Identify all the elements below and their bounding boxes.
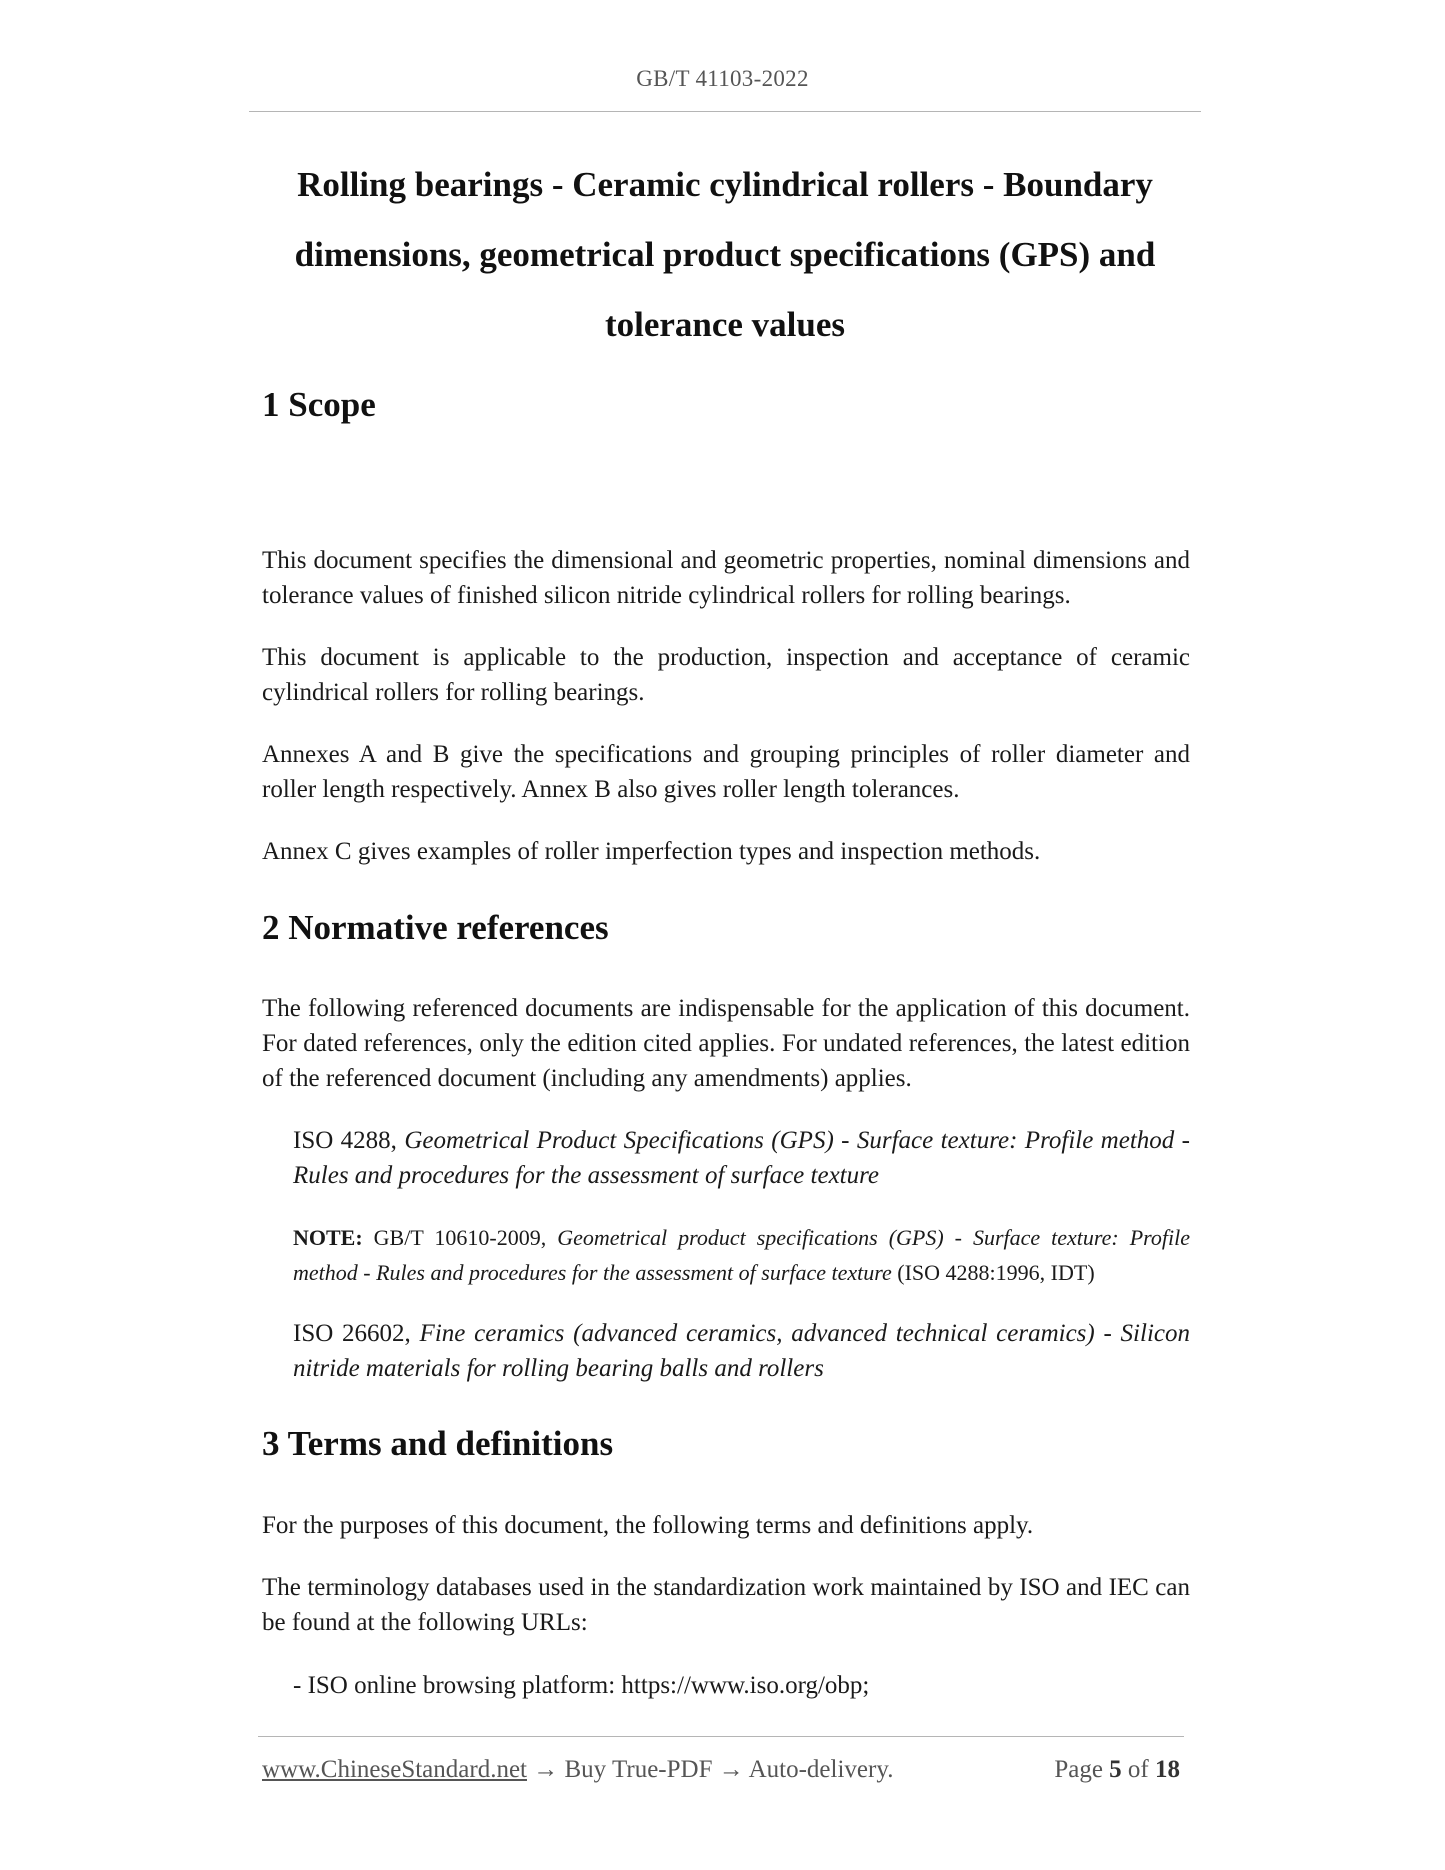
section-3-heading: 3 Terms and definitions — [262, 1424, 614, 1463]
reference-note — [293, 1220, 1190, 1290]
section-1-heading: 1 Scope — [262, 385, 376, 424]
note-title: Geometrical product specifications (GPS) - Surface texture: Profile method - Rules and procedures for the assessment of surface texture — [293, 1225, 1191, 1285]
page-indicator — [1054, 1756, 1180, 1784]
scope-paragraph-2: This document is applicable to the production, inspection and acceptance of ceramic cylindrical rollers for rolling bearings. — [262, 644, 1190, 706]
footer-divider — [258, 1736, 1184, 1737]
reference-iso-26602 — [293, 1316, 1190, 1386]
of-label: of — [1121, 1756, 1155, 1783]
page-total: 18 — [1155, 1756, 1180, 1783]
terms-paragraph-2: The terminology databases used in the standardization work maintained by ISO and IEC can be found at the following URLs: — [262, 1574, 1190, 1636]
scope-paragraph-1: This document specifies the dimensional and geometric properties, nominal dimensions and tolerance values of finished silicon nitride cylindrical rollers for rolling bearings. — [262, 547, 1190, 609]
note-suffix: (ISO 4288:1996, IDT) — [891, 1260, 1095, 1285]
reference-title: Geometrical Product Specifications (GPS) - Surface texture: Profile method - Rules and procedures for the assessment of surface texture — [293, 1127, 1190, 1189]
page-label: Page — [1054, 1756, 1110, 1783]
page-footer — [262, 1756, 1180, 1784]
page-current: 5 — [1109, 1756, 1122, 1783]
title-line-3: tolerance values — [604, 305, 846, 344]
note-label: NOTE: — [293, 1225, 363, 1250]
document-title — [249, 150, 1201, 360]
header-divider — [249, 111, 1201, 112]
site-link[interactable]: www.ChineseStandard.net — [262, 1756, 527, 1783]
reference-iso-4288 — [293, 1123, 1190, 1193]
reference-code: ISO 4288, — [293, 1127, 405, 1154]
reference-title: Fine ceramics (advanced ceramics, advanced technical ceramics) - Silicon nitride materials for rolling bearing balls and rollers — [293, 1320, 1190, 1382]
scope-paragraph-4: Annex C gives examples of roller imperfection types and inspection methods. — [262, 838, 1041, 865]
reference-code: ISO 26602, — [293, 1320, 420, 1347]
terms-paragraph-1: For the purposes of this document, the following terms and definitions apply. — [262, 1512, 1034, 1539]
section-2-heading: 2 Normative references — [262, 908, 609, 947]
running-header: GB/T 41103-2022 — [636, 66, 809, 91]
footer-promo: → Buy True-PDF → Auto-delivery. — [527, 1756, 894, 1783]
note-code: GB/T 10610-2009, — [362, 1225, 558, 1250]
title-line-2: dimensions, geometrical product specifications (GPS) and — [294, 235, 1156, 274]
title-line-1: Rolling bearings - Ceramic cylindrical rollers - Boundary — [297, 165, 1153, 204]
scope-paragraph-3: Annexes A and B give the specifications and grouping principles of roller diameter and roller length respectively. Annex B also gives roller length tolerances. — [262, 741, 1190, 803]
normative-intro-paragraph: The following referenced documents are indispensable for the application of this document. For dated references, only the edition cited applies. For undated references, the latest edition of the referenced document (including any amendments) applies. — [262, 995, 1190, 1092]
terms-list-item-iso-obp: - ISO online browsing platform: https://www.iso.org/obp; — [293, 1672, 870, 1699]
